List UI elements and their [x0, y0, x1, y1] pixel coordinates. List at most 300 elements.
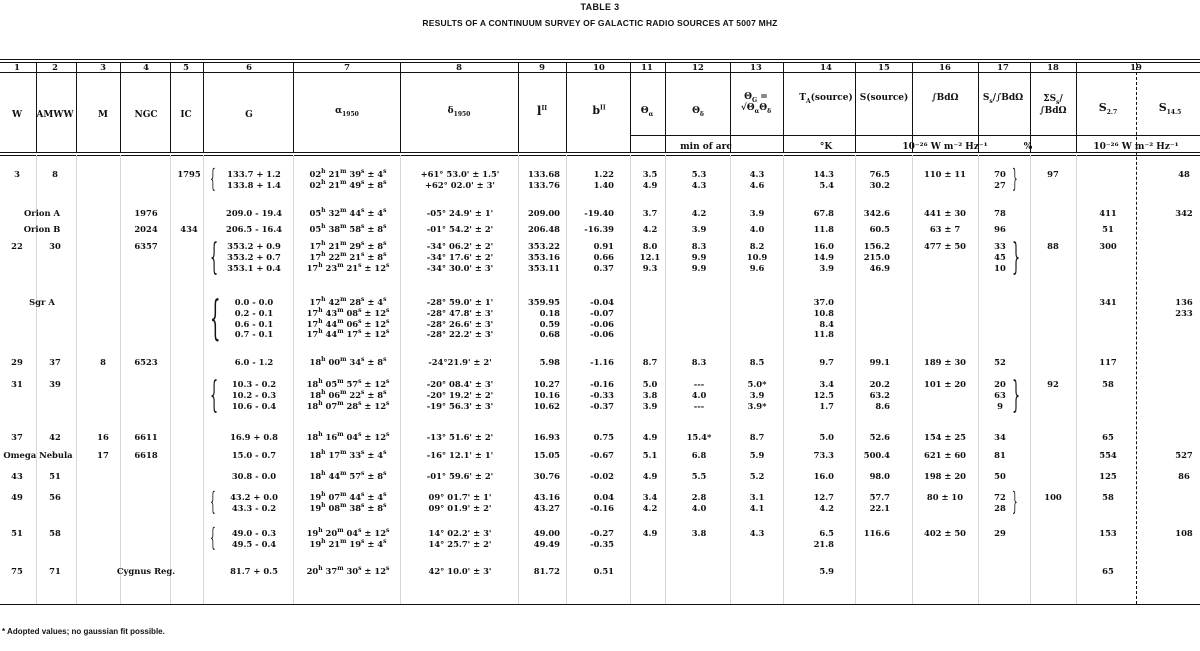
- column-guide: [566, 155, 567, 604]
- table-cell: 78: [994, 208, 1006, 218]
- table-cell: 9.7: [819, 357, 834, 367]
- table-cell: Orion B: [23, 224, 61, 234]
- column-guide: [912, 155, 913, 604]
- table-cell: 9.9: [691, 251, 707, 262]
- table-cell: 353.16: [527, 251, 560, 262]
- table-cell: 5.0: [819, 432, 834, 442]
- table-cell: 1.22: [593, 169, 614, 179]
- table-cell: 0.0 - 0.0: [234, 297, 274, 307]
- column-number: 14: [820, 62, 832, 72]
- table-cell: Orion A: [24, 208, 60, 218]
- table-cell: 30.76: [533, 471, 560, 481]
- table-cell: 4.2: [642, 502, 658, 513]
- horizontal-rule: [0, 155, 1200, 156]
- column-guide: [855, 155, 856, 604]
- table-title: TABLE 3: [580, 2, 620, 12]
- table-cell: 0.59: [539, 318, 560, 329]
- table-cell: 0.75: [593, 432, 614, 442]
- table-cell: 42: [49, 432, 61, 442]
- table-cell: 8.6: [875, 400, 890, 411]
- table-cell: 98.0: [869, 471, 890, 481]
- table-cell: 6523: [134, 357, 158, 367]
- table-cell: 10.27: [533, 379, 560, 389]
- table-cell: 57.7: [869, 492, 890, 502]
- table-cell: -16° 12.1' ± 1': [426, 450, 494, 460]
- table-cell: 80 ± 10: [926, 492, 964, 502]
- column-number: 15: [878, 62, 890, 72]
- table-cell: 12.7: [813, 492, 834, 502]
- table-cell: -28° 22.2' ± 3': [426, 329, 494, 340]
- column-guide: [1030, 155, 1031, 604]
- column-number: 3: [100, 62, 106, 72]
- table-cell: 16.0: [813, 471, 834, 481]
- table-cell: 100: [1044, 492, 1062, 502]
- table-cell: 52.6: [869, 432, 890, 442]
- table-cell: 4.3: [691, 179, 707, 190]
- ra-cell: 17$^h$ 22$^m$ $21^s \pm 8^s$: [309, 251, 387, 262]
- table-cell: 48: [1178, 169, 1190, 179]
- table-cell: 5.5: [691, 471, 707, 481]
- table-cell: 14.9: [813, 251, 834, 262]
- table-cell: 353.2 + 0.7: [227, 251, 281, 262]
- table-cell: -24°21.9' ± 2': [428, 357, 492, 367]
- table-cell: Cygnus Reg.: [116, 566, 176, 576]
- table-cell: 09° 01.7' ± 1': [428, 492, 492, 502]
- table-cell: -0.02: [590, 471, 614, 481]
- table-cell: -28° 59.0' ± 1': [426, 297, 494, 307]
- table-cell: 4.9: [642, 528, 658, 538]
- table-cell: 51: [11, 528, 23, 538]
- table-cell: 30.2: [869, 179, 890, 190]
- table-cell: 10.62: [533, 400, 560, 411]
- table-cell: 1795: [177, 169, 201, 179]
- table-cell: 3.8: [691, 528, 707, 538]
- table-cell: 12.1: [639, 251, 661, 262]
- table-cell: 99.1: [869, 357, 890, 367]
- table-cell: 42° 10.0' ± 3': [428, 566, 492, 576]
- table-cell: 16: [97, 432, 109, 442]
- table-cell: 58: [1102, 379, 1114, 389]
- table-cell: 11.8: [813, 329, 834, 340]
- column-number: 8: [456, 62, 462, 72]
- table-cell: 10.3 - 0.2: [231, 379, 277, 389]
- table-cell: 29: [11, 357, 23, 367]
- table-cell: 6611: [134, 432, 158, 442]
- table-cell: 2.8: [691, 492, 707, 502]
- vertical-rule: [36, 62, 37, 152]
- column-guide: [400, 155, 401, 604]
- table-cell: 16.9 + 0.8: [230, 432, 278, 442]
- table-cell: 4.3: [749, 528, 765, 538]
- table-cell: 353.11: [527, 262, 560, 273]
- table-cell: 17: [97, 450, 109, 460]
- table-cell: 0.68: [539, 329, 560, 340]
- table-cell: 16.0: [813, 241, 834, 251]
- table-cell: 434: [180, 224, 198, 234]
- table-cell: 5.2: [749, 471, 765, 481]
- table-cell: 67.8: [813, 208, 834, 218]
- horizontal-rule: [0, 152, 1200, 153]
- column-guide: [170, 155, 171, 604]
- unit-percent: %: [1023, 142, 1033, 152]
- table-cell: 4.9: [642, 471, 658, 481]
- table-cell: 8.3: [691, 357, 707, 367]
- table-cell: 133.7 + 1.2: [227, 169, 281, 179]
- ra-cell: 19$^h$ 07$^m$ $44^s \pm 4^s$: [309, 491, 387, 502]
- column-number: 18: [1047, 62, 1059, 72]
- ra-cell: 02$^h$ 21$^m$ $49^s \pm 8^s$: [309, 179, 387, 190]
- table-cell: 8.0: [642, 241, 658, 251]
- ra-cell: 19$^h$ 20$^m$ $04^s \pm 12^s$: [306, 527, 390, 538]
- table-cell: 156.2: [863, 241, 890, 251]
- table-cell: -19° 56.3' ± 3': [426, 400, 494, 411]
- vertical-rule: [630, 62, 631, 152]
- column-number: 2: [52, 62, 58, 72]
- vertical-rule: [566, 62, 567, 152]
- table-cell: 300: [1099, 241, 1117, 251]
- column-guide: [293, 155, 294, 604]
- table-cell: 198 ± 20: [924, 471, 966, 481]
- ra-cell: 17$^h$ 44$^m$ $06^s \pm 12^s$: [306, 317, 390, 329]
- table-cell: 8.5: [749, 357, 765, 367]
- table-cell: -01° 59.6' ± 2': [426, 471, 494, 481]
- column-guide: [978, 155, 979, 604]
- table-cell: 65: [1102, 566, 1114, 576]
- table-cell: 63.2: [869, 389, 890, 400]
- table-cell: 81.7 + 0.5: [230, 566, 278, 576]
- table-cell: 22: [11, 241, 23, 251]
- ra-cell: 17$^h$ 43$^m$ $08^s \pm 12^s$: [306, 307, 390, 318]
- header-l: $l^{II}$: [536, 104, 548, 118]
- table-cell: 206.48: [527, 224, 560, 234]
- table-cell: 49.49: [533, 538, 560, 549]
- table-cell: 46.9: [869, 262, 890, 273]
- table-cell: 402 ± 50: [924, 528, 966, 538]
- table-cell: 341: [1099, 297, 1117, 307]
- table-cell: 97: [1047, 169, 1059, 179]
- ra-cell: 02$^h$ 21$^m$ $39^s \pm 4^s$: [309, 168, 387, 179]
- header-s: S(source): [859, 93, 909, 103]
- table-cell: 21.8: [813, 538, 834, 549]
- table-cell: 10: [994, 262, 1006, 273]
- ra-cell: 18$^h$ 16$^m$ $04^s \pm 12^s$: [306, 431, 390, 442]
- table-cell: 411: [1099, 208, 1117, 218]
- table-cell: 14.3: [813, 169, 834, 179]
- column-number: 6: [246, 62, 252, 72]
- table-cell: 51: [49, 471, 61, 481]
- table-cell: 43.16: [533, 492, 560, 502]
- table-cell: 101 ± 20: [924, 379, 966, 389]
- table-cell: 4.9: [642, 179, 658, 190]
- table-cell: -28° 47.8' ± 3': [426, 307, 494, 318]
- table-cell: 20: [994, 379, 1006, 389]
- header-sum: $\Sigma S_s/$ ∫BdΩ: [1039, 94, 1067, 116]
- table-cell: 37: [49, 357, 61, 367]
- table-cell: 5.1: [642, 450, 658, 460]
- table-cell: 9.6: [749, 262, 765, 273]
- table-cell: 353.1 + 0.4: [227, 262, 281, 273]
- table-cell: 43: [11, 471, 23, 481]
- header-delta: $\delta_{1950}$: [447, 106, 471, 118]
- table-cell: -34° 30.0' ± 3': [426, 262, 494, 273]
- ra-cell: 19$^h$ 21$^m$ $19^s \pm 4^s$: [309, 538, 387, 549]
- table-cell: -16.39: [584, 224, 614, 234]
- ra-cell: 18$^h$ 05$^m$ $57^s \pm 12^s$: [306, 378, 390, 389]
- table-cell: 3.9: [691, 224, 707, 234]
- column-guide: [76, 155, 77, 604]
- table-cell: 15.4*: [686, 432, 712, 442]
- right-brace: }: [1012, 235, 1021, 278]
- table-cell: 3.8: [642, 389, 658, 400]
- table-cell: ---: [693, 400, 705, 411]
- table-cell: -0.06: [590, 318, 614, 329]
- table-cell: 3.9: [749, 208, 765, 218]
- table-cell: 63: [994, 389, 1006, 400]
- table-cell: 133.68: [527, 169, 560, 179]
- table-cell: -0.04: [590, 297, 614, 307]
- table-cell: 359.95: [527, 297, 560, 307]
- unit-flux: 10⁻²⁶ W m⁻² Hz⁻¹: [902, 142, 988, 152]
- table-cell: 4.0: [691, 502, 707, 513]
- table-cell: 116.6: [863, 528, 890, 538]
- column-number: 10: [593, 62, 605, 72]
- table-cell: 9: [997, 400, 1003, 411]
- table-cell: -0.16: [590, 379, 614, 389]
- table-cell: 31: [11, 379, 23, 389]
- table-cell: 37.0: [813, 297, 834, 307]
- table-cell: 0.04: [593, 492, 614, 502]
- table-cell: 33: [994, 241, 1006, 251]
- vertical-rule: [1076, 62, 1077, 152]
- horizontal-rule: [0, 59, 1200, 60]
- table-cell: 29: [994, 528, 1006, 538]
- table-cell: 0.37: [593, 262, 614, 273]
- table-cell: 96: [994, 224, 1006, 234]
- header-m: M: [98, 110, 108, 120]
- header-theta-g: $\Theta_G$ = $√\Theta_\alpha\Theta_\delta$: [740, 92, 772, 115]
- table-cell: 30.8 - 0.0: [231, 471, 277, 481]
- ra-cell: 18$^h$ 07$^m$ $28^s \pm 12^s$: [306, 399, 390, 411]
- table-cell: 5.0*: [747, 379, 767, 389]
- unit-flux-19: 10⁻²⁶ W m⁻² Hz⁻¹: [1093, 142, 1179, 152]
- table-cell: 3.9*: [747, 400, 767, 411]
- table-cell: 27: [994, 179, 1006, 190]
- ra-cell: 17$^h$ 21$^m$ $29^s \pm 8^s$: [309, 240, 387, 251]
- table-subtitle: RESULTS OF A CONTINUUM SURVEY OF GALACTIC RADIO SOURCES AT 5007 MHZ: [422, 18, 778, 28]
- table-cell: 8.4: [819, 318, 834, 329]
- table-cell: -0.27: [590, 528, 614, 538]
- vertical-rule: [665, 62, 666, 152]
- table-cell: 30: [49, 241, 61, 251]
- table-cell: 71: [49, 566, 61, 576]
- header-bdo: ∫BdΩ: [931, 93, 959, 103]
- left-brace: {: [210, 523, 216, 553]
- table-cell: 5.0: [642, 379, 658, 389]
- unit-kelvin: °K: [819, 142, 833, 152]
- table-cell: -19.40: [584, 208, 614, 218]
- horizontal-rule: [630, 135, 783, 136]
- table-cell: 39: [49, 379, 61, 389]
- table-cell: 0.2 - 0.1: [234, 307, 274, 318]
- table-cell: 28: [994, 502, 1006, 513]
- table-cell: 58: [1102, 492, 1114, 502]
- table-cell: 189 ± 30: [924, 357, 966, 367]
- table-cell: 52: [994, 357, 1006, 367]
- table-cell: 209.00: [527, 208, 560, 218]
- table-cell: 233: [1175, 307, 1193, 318]
- table-cell: 65: [1102, 432, 1114, 442]
- table-cell: 70: [994, 169, 1006, 179]
- vertical-rule: [293, 62, 294, 152]
- vertical-rule: [170, 62, 171, 152]
- table-cell: 125: [1099, 471, 1117, 481]
- table-cell: -0.35: [590, 538, 614, 549]
- table-cell: 22.1: [869, 502, 890, 513]
- table-cell: 43.27: [533, 502, 560, 513]
- table-cell: 34: [994, 432, 1006, 442]
- table-cell: 3.9: [749, 389, 765, 400]
- table-cell: 9.3: [642, 262, 658, 273]
- vertical-rule: [730, 62, 731, 152]
- table-cell: 4.3: [749, 169, 765, 179]
- ra-cell: 05$^h$ 38$^m$ $58^s \pm 8^s$: [309, 223, 387, 234]
- horizontal-rule: [0, 72, 1200, 73]
- table-cell: +61° 53.0' ± 1.5': [420, 169, 500, 179]
- table-cell: 3.5: [642, 169, 658, 179]
- table-cell: 72: [994, 492, 1006, 502]
- column-guide: [36, 155, 37, 604]
- table-cell: 14° 25.7' ± 2': [428, 538, 492, 549]
- column-guide: [518, 155, 519, 604]
- column-number: 7: [344, 62, 350, 72]
- header-ic: IC: [180, 110, 192, 120]
- table-cell: -0.33: [590, 389, 614, 400]
- ra-cell: 18$^h$ 00$^m$ $34^s \pm 8^s$: [309, 356, 387, 367]
- table-cell: 10.2 - 0.3: [231, 389, 277, 400]
- vertical-rule: [203, 62, 204, 152]
- table-cell: 88: [1047, 241, 1059, 251]
- table-cell: 554: [1099, 450, 1117, 460]
- table-cell: 353.22: [527, 241, 560, 251]
- table-cell: 8.3: [691, 241, 707, 251]
- table-cell: 58: [49, 528, 61, 538]
- column-number: 1: [14, 62, 20, 72]
- table-cell: 4.2: [642, 224, 658, 234]
- table-cell: 16.93: [533, 432, 560, 442]
- table-cell: -0.37: [590, 400, 614, 411]
- table-cell: 3.4: [642, 492, 658, 502]
- header-theta-delta: $\Theta_\delta$: [692, 106, 704, 118]
- table-cell: 49.0 - 0.3: [231, 528, 277, 538]
- table-cell: 1.7: [819, 400, 834, 411]
- horizontal-rule: [783, 135, 1200, 136]
- column-number: 11: [641, 62, 653, 72]
- table-cell: 6.8: [691, 450, 707, 460]
- vertical-rule: [400, 62, 401, 152]
- vertical-rule: [518, 62, 519, 152]
- column-guide: [203, 155, 204, 604]
- table-cell: 12.5: [813, 389, 834, 400]
- table-cell: 1.40: [593, 179, 614, 190]
- table-cell: -28° 26.6' ± 3': [426, 318, 494, 329]
- vertical-rule: [912, 62, 913, 152]
- column-number: 19: [1130, 62, 1142, 72]
- vertical-rule: [76, 62, 77, 152]
- ra-cell: 17$^h$ 44$^m$ $17^s \pm 12^s$: [306, 328, 390, 340]
- table-cell: 3.9: [642, 400, 658, 411]
- column-guide: [120, 155, 121, 604]
- table-cell: 215.0: [863, 251, 890, 262]
- table-cell: 14° 02.2' ± 3': [428, 528, 492, 538]
- left-brace: {: [210, 291, 221, 346]
- table-cell: 86: [1178, 471, 1190, 481]
- table-cell: 6.0 - 1.2: [234, 357, 274, 367]
- column-guide: [665, 155, 666, 604]
- header-b: $b^{II}$: [592, 104, 606, 117]
- table-cell: 441 ± 30: [924, 208, 966, 218]
- table-cell: 75: [11, 566, 23, 576]
- table-cell: 500.4: [863, 450, 890, 460]
- vertical-rule: [1030, 62, 1031, 152]
- table-cell: 4.2: [819, 502, 834, 513]
- ra-cell: 17$^h$ 23$^m$ $21^s \pm 12^s$: [306, 261, 390, 273]
- table-cell: 8: [100, 357, 106, 367]
- column-number: 13: [750, 62, 762, 72]
- table-cell: 63 ± 7: [929, 224, 961, 234]
- table-cell: -05° 24.9' ± 1': [426, 208, 494, 218]
- left-brace: {: [210, 164, 216, 194]
- unit-min-of-arc: min of arc: [680, 142, 732, 152]
- table-cell: 56: [49, 492, 61, 502]
- table-cell: 8.7: [749, 432, 765, 442]
- table-cell: +62° 02.0' ± 3': [425, 179, 495, 190]
- table-cell: 0.66: [593, 251, 614, 262]
- table-cell: 45: [994, 251, 1006, 262]
- vertical-rule: [120, 62, 121, 152]
- header-s27: $S_{2.7}$: [1098, 101, 1118, 117]
- table-cell: 92: [1047, 379, 1059, 389]
- right-brace: }: [1012, 487, 1018, 517]
- table-cell: -01° 54.2' ± 2': [426, 224, 494, 234]
- column-guide: [1076, 155, 1077, 604]
- table-cell: 8.7: [642, 357, 658, 367]
- header-ratio: $S_s/\int Bd\Omega$: [982, 93, 1024, 105]
- table-cell: -20° 19.2' ± 2': [426, 389, 494, 400]
- table-cell: 76.5: [869, 169, 890, 179]
- table-cell: 50: [994, 471, 1006, 481]
- table-cell: 43.3 - 0.2: [231, 502, 277, 513]
- ra-cell: 19$^h$ 08$^m$ $38^s \pm 8^s$: [309, 502, 387, 513]
- table-cell: 621 ± 60: [924, 450, 966, 460]
- column-number: 4: [143, 62, 149, 72]
- table-cell: Omega Nebula: [3, 450, 73, 460]
- column-number: 12: [692, 62, 704, 72]
- table-cell: 342.6: [863, 208, 890, 218]
- table-cell: 527: [1175, 450, 1193, 460]
- table-cell: Sgr A: [29, 297, 55, 307]
- table-cell: 3: [14, 169, 20, 179]
- table-cell: 6357: [134, 241, 158, 251]
- header-g: G: [245, 110, 253, 120]
- column-number: 17: [997, 62, 1009, 72]
- table-cell: -20° 08.4' ± 3': [426, 379, 494, 389]
- header-theta-alpha: $\Theta_\alpha$: [640, 106, 654, 118]
- table-cell: 51: [1102, 224, 1114, 234]
- column-guide: [730, 155, 731, 604]
- table-cell: 0.51: [593, 566, 614, 576]
- ra-cell: 18$^h$ 44$^m$ $57^s \pm 8^s$: [309, 470, 387, 481]
- table-cell: -1.16: [590, 357, 614, 367]
